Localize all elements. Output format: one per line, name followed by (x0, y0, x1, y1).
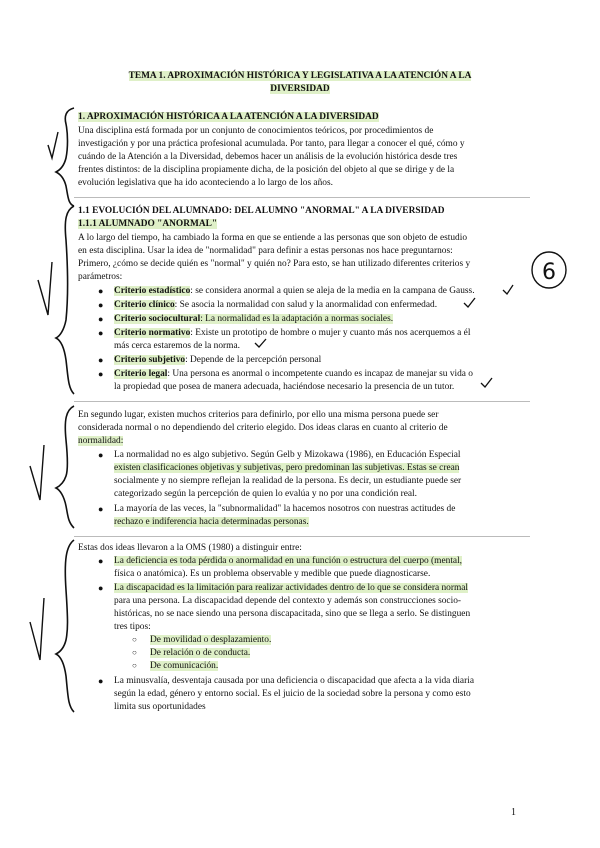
s3-intro: Estas dos ideas llevaron a la OMS (1980) a distinguir entre: (78, 543, 302, 553)
bullet-icon: ● (98, 286, 104, 296)
s11-line-2: en esta disciplina. Usar la idea de "normalidad" para definir a estas personas nos hace preguntarnos: (78, 246, 453, 256)
criterion-item: Criterio normativo: Existe un prototipo de hombre o mujer y cuanto más nos acerquemos a él (114, 328, 471, 338)
s3-bullet-line: tres tipos: (114, 622, 151, 632)
bullet-icon: ● (98, 369, 104, 379)
s3-bullet-line: según la edad, género y entorno social. Es el juicio de la sociedad sobre la persona y como esto (114, 689, 471, 699)
circle-bullet-icon: ○ (132, 648, 137, 657)
subtype-item: De comunicación. (150, 661, 219, 671)
subtype-item: De relación o de conducta. (150, 648, 251, 658)
s1-line-2: investigación y por una práctica profesional acumulada. Por tanto, para llegar a conocer el qué, cómo y (78, 139, 465, 149)
s2-bullet-line: La normalidad no es algo subjetivo. Según Gelb y Mizokawa (1986), en Educación Especial (114, 450, 461, 460)
section-1-1-1-heading: 1.1.1 ALUMNADO "ANORMAL" (78, 219, 218, 229)
s3-bullet-line: históricas, no se nace siendo una persona discapacitada, sino que se llega a serlo. Se distinguen (114, 609, 471, 619)
s1-line-5: evolución legislativa que ha ido aconteciendo a lo largo de los años. (78, 178, 333, 188)
criterion-item: Criterio legal: Una persona es anormal o incompetente cuando es incapaz de manejar su vida o (114, 369, 473, 379)
bullet-icon: ● (98, 676, 104, 686)
s2-line-2: considerada normal o no dependiendo del criterio elegido. Dos ideas claras en cuanto al criterio de (78, 423, 448, 433)
title-line-1: TEMA 1. APROXIMACIÓN HISTÓRICA Y LEGISLATIVA A LA ATENCIÓN A LA (128, 71, 472, 81)
s2-bullet-line: socialmente y no siempre reflejan la realidad de la persona. Es decir, un estudiante puede ser (114, 476, 462, 486)
criterion-item: Criterio sociocultural: La normalidad es la adaptación a normas sociales. (114, 314, 394, 324)
bullet-icon: ● (98, 583, 104, 593)
section-1-heading: 1. APROXIMACIÓN HISTÓRICA A LA ATENCIÓN A LA DIVERSIDAD (78, 112, 379, 122)
subtype-item: De movilidad o desplazamiento. (150, 635, 272, 645)
criterion-item: Criterio subjetivo: Depende de la percepción personal (114, 355, 322, 365)
title-line-2: DIVERSIDAD (270, 83, 330, 94)
bullet-icon: ● (98, 328, 104, 338)
s3-bullet-line: La minusvalía, desventaja causada por una deficiencia o discapacidad que afecta a la vida diaria (114, 676, 474, 686)
s3-bullet-line: para una persona. La discapacidad depende del contexto y además son construcciones socio- (114, 596, 462, 606)
s2-bullet-line: rechazo e indiferencia hacia determinadas personas. (114, 517, 309, 527)
s11-line-4: parámetros: (78, 272, 123, 282)
s2-line-3: normalidad: (78, 436, 124, 446)
s2-bullet-line: existen clasificaciones objetivas y subjetivas, pero predominan las subjetivas. Estas se crean (114, 463, 460, 473)
s11-line-3: Primero, ¿cómo se decide quién es "normal" y quién no? Para esto, se han utilizado diferentes criterios y (78, 259, 471, 269)
circle-bullet-icon: ○ (132, 635, 137, 644)
criterion-continuation: más cerca estaremos de la norma. (114, 341, 240, 351)
s3-bullet-line: física o anatómica). Es un problema observable y medible que puede diagnosticarse. (114, 569, 431, 579)
criterion-continuation: la propiedad que posea de manera adecuada, haciéndose necesario la presencia de un tutor. (114, 382, 455, 392)
bullet-icon: ● (98, 504, 104, 514)
bullet-icon: ● (98, 556, 104, 566)
bullet-icon: ● (98, 355, 104, 365)
bullet-icon: ● (98, 450, 104, 460)
bullet-icon: ● (98, 300, 104, 310)
s2-line-1: En segundo lugar, existen muchos criterios para definirlo, por ello una misma persona puede ser (78, 410, 439, 420)
section-1-1-heading: 1.1 EVOLUCIÓN DEL ALUMNADO: DEL ALUMNO "ANORMAL" A LA DIVERSIDAD (78, 206, 445, 216)
circled-note: 6 (542, 260, 556, 285)
criterion-item: Criterio estadístico: se considera anormal a quien se aleja de la media en la campana de Gauss. (114, 286, 475, 296)
s3-bullet-line: limita sus oportunidades (114, 702, 206, 712)
s1-line-1: Una disciplina está formada por un conjunto de conocimientos teóricos, por procedimientos de (78, 126, 434, 136)
s1-line-3: cuándo de la Atención a la Diversidad, debemos hacer un análisis de la evolución histórica desde tres (78, 152, 458, 162)
page-number: 1 (511, 807, 516, 818)
s3-bullet-line: La deficiencia es toda pérdida o anormalidad en una función o estructura del cuerpo (mental, (114, 556, 463, 566)
s11-line-1: A lo largo del tiempo, ha cambiado la forma en que se entiende a las personas que son objeto de estudio (78, 233, 468, 243)
s2-bullet-line: La mayoría de las veces, la "subnormalidad" la hacemos nosotros con nuestras actitudes de (114, 504, 456, 514)
criterion-item: Criterio clínico: Se asocia la normalidad con salud y la anormalidad con enfermedad. (114, 300, 438, 310)
s3-bullet-line: La discapacidad es la limitación para realizar actividades dentro de lo que se considera normal (114, 583, 469, 593)
bullet-icon: ● (98, 314, 104, 324)
circle-bullet-icon: ○ (132, 661, 137, 670)
s1-line-4: frentes distintos: de la disciplina propiamente dicha, de la posición del objeto al que se dirige y de la (78, 165, 455, 175)
s2-bullet-line: categorizado según la percepción de quien lo evalúa y no por una condición real. (114, 489, 418, 499)
